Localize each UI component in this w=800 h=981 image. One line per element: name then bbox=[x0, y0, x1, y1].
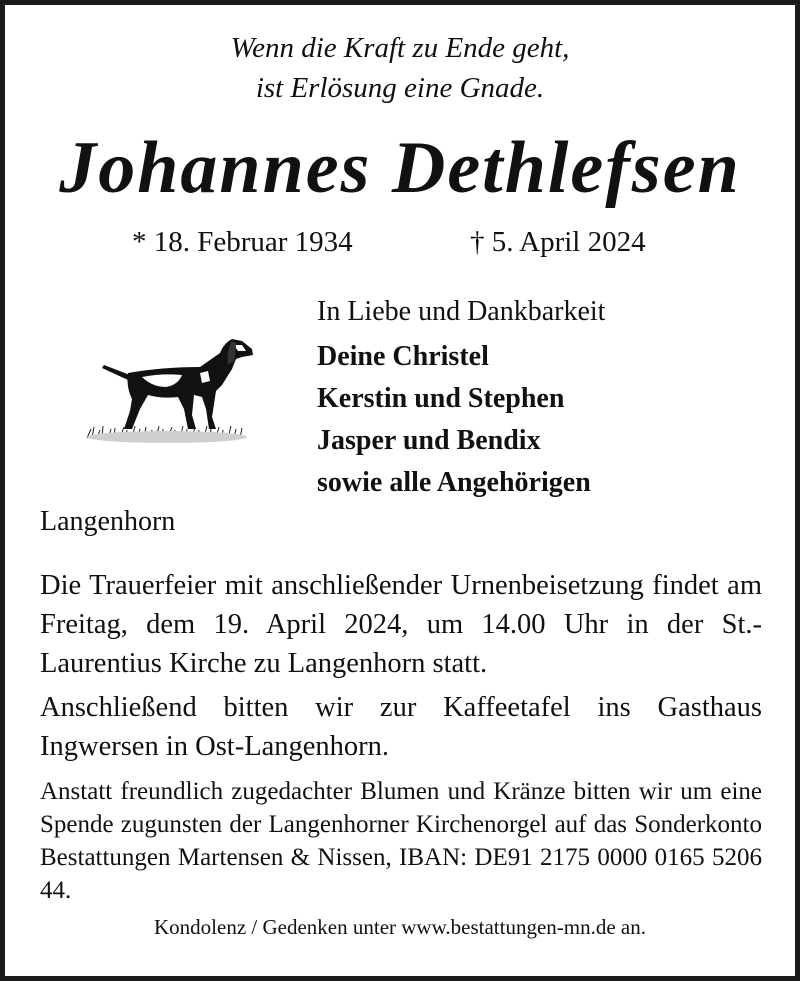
coffee-paragraph: Anschließend bitten wir zur Kaffeetafel ins Gasthaus Ingwersen in Ost-Langenhorn. bbox=[40, 692, 762, 762]
ceremony-paragraph: Die Trauerfeier mit anschließender Urnenbeisetzung findet am Freitag, dem 19. April 2024, um 14.00 Uhr in der St.-Laurentius Kirche zu Langenhorn statt. bbox=[40, 570, 762, 679]
mourner-name: Deine Christel bbox=[317, 341, 489, 372]
deceased-name: Johannes Dethlefsen bbox=[59, 127, 741, 209]
motto-line-1: Wenn die Kraft zu Ende geht, bbox=[230, 32, 570, 64]
mourner-name: Jasper und Bendix bbox=[317, 425, 541, 456]
mourners-intro: In Liebe und Dankbarkeit bbox=[317, 296, 606, 327]
mourners-list bbox=[317, 336, 591, 504]
death-date: † 5. April 2024 bbox=[470, 226, 646, 258]
motto-line-2: ist Erlösung eine Gnade. bbox=[255, 72, 545, 104]
place-name: Langenhorn bbox=[40, 506, 176, 537]
motto bbox=[0, 28, 800, 108]
mourner-name: Kerstin und Stephen bbox=[317, 383, 565, 414]
mourner-name: sowie alle Angehörigen bbox=[317, 467, 591, 498]
birth-date: * 18. Februar 1934 bbox=[132, 226, 353, 258]
pointer-dog-icon bbox=[82, 325, 262, 450]
donation-paragraph: Anstatt freundlich zugedachter Blumen und Kränze bitten wir um eine Spende zugunsten der Langenhorner Kirchenorgel auf das Sonderkonto Bestattungen Martensen & Nissen, IBAN: DE91 2175 0000 0165 5206 44. bbox=[40, 778, 762, 904]
condolence-footer: Kondolenz / Gedenken unter www.bestattungen-mn.de an. bbox=[154, 915, 646, 939]
